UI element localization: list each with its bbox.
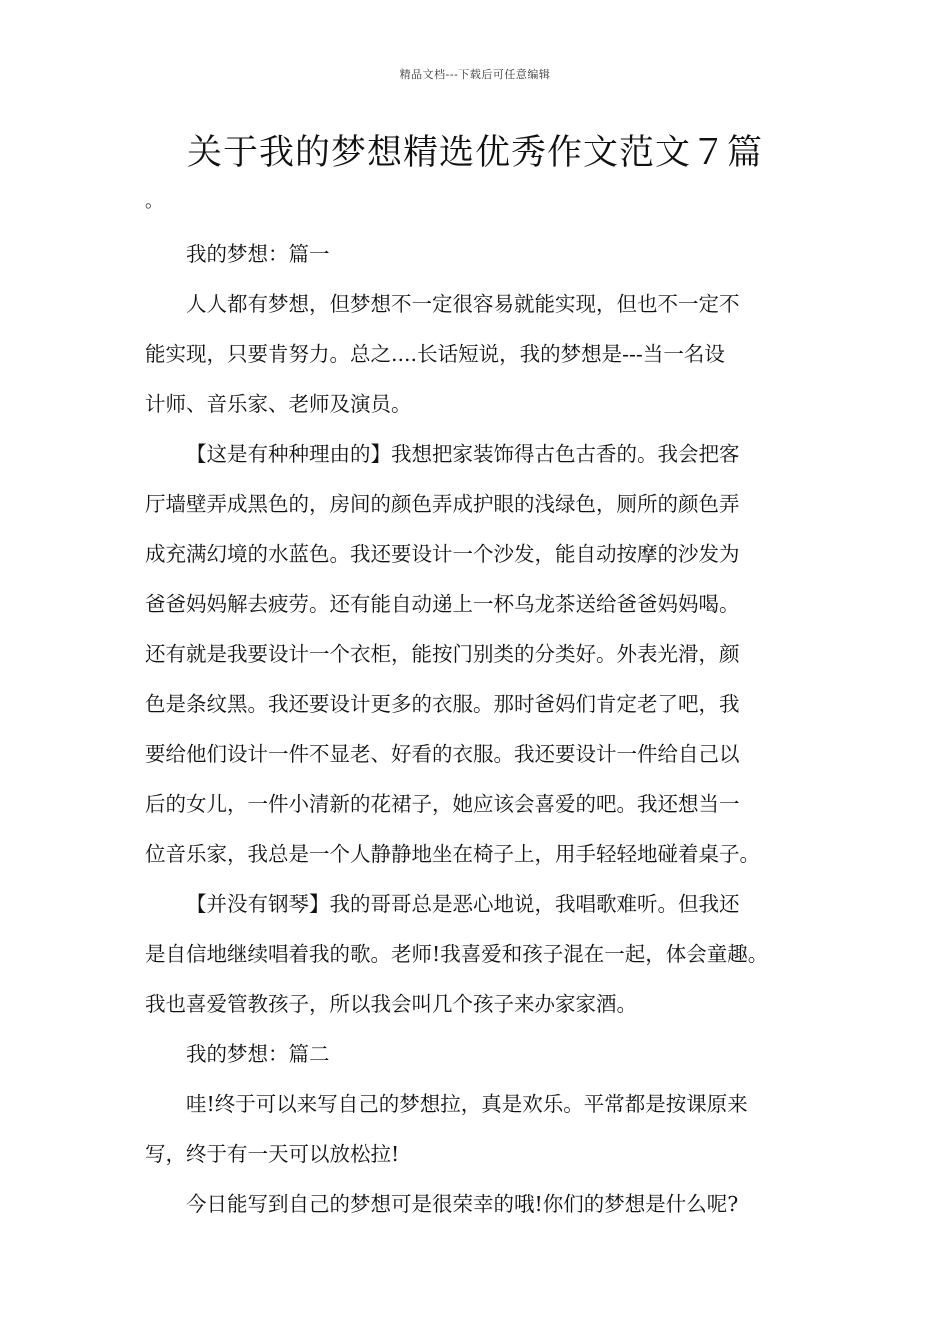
text-line: 写，终于有一天可以放松拉! [145, 1142, 400, 1166]
text-line: 【这是有种种理由的】我想把家装饰得古色古香的。我会把客 [186, 442, 740, 466]
header-note: 精品文档---下载后可任意编辑 [399, 68, 551, 81]
text-line: 爸爸妈妈解去疲劳。还有能自动递上一杯乌龙茶送给爸爸妈妈喝。 [145, 592, 740, 616]
stray-punctuation: 。 [145, 191, 163, 212]
text-line: 厅墙壁弄成黑色的，房间的颜色弄成护眼的浅绿色，厕所的颜色弄 [145, 492, 740, 516]
document-body [145, 229, 825, 1229]
text-line: 人人都有梦想，但梦想不一定很容易就能实现，但也不一定不 [186, 292, 740, 316]
text-line: 哇!终于可以来写自己的梦想拉，真是欢乐。平常都是按课原来 [186, 1092, 748, 1116]
text-line: 我的梦想：篇二 [186, 1042, 330, 1066]
body-text [145, 229, 825, 1229]
text-line: 【并没有钢琴】我的哥哥总是恶心地说，我唱歌难听。但我还 [186, 892, 740, 916]
text-line: 我也喜爱管教孩子，所以我会叫几个孩子来办家家酒。 [145, 992, 637, 1016]
text-line: 位音乐家，我总是一个人静静地坐在椅子上，用手轻轻地碰着桌子。 [145, 842, 760, 866]
text-line: 能实现，只要肯努力。总之....长话短说，我的梦想是---当一名设 [145, 342, 725, 366]
text-line: 要给他们设计一件不显老、好看的衣服。我还要设计一件给自己以 [145, 742, 740, 766]
document-title: 关于我的梦想精选优秀作文范文７篇 [186, 133, 763, 173]
text-line: 是自信地继续唱着我的歌。老师!我喜爱和孩子混在一起，体会童趣。 [145, 942, 769, 966]
text-line: 成充满幻境的水蓝色。我还要设计一个沙发，能自动按摩的沙发为 [145, 542, 740, 566]
text-line: 还有就是我要设计一个衣柜，能按门别类的分类好。外表光滑，颜 [145, 642, 740, 666]
text-line: 色是条纹黑。我还要设计更多的衣服。那时爸妈们肯定老了吧，我 [145, 692, 740, 716]
text-line: 计师、音乐家、老师及演员。 [145, 392, 412, 416]
text-line: 后的女儿，一件小清新的花裙子，她应该会喜爱的吧。我还想当一 [145, 792, 740, 816]
text-line: 我的梦想：篇一 [186, 242, 330, 266]
text-line: 今日能写到自己的梦想可是很荣幸的哦!你们的梦想是什么呢? [186, 1192, 739, 1216]
